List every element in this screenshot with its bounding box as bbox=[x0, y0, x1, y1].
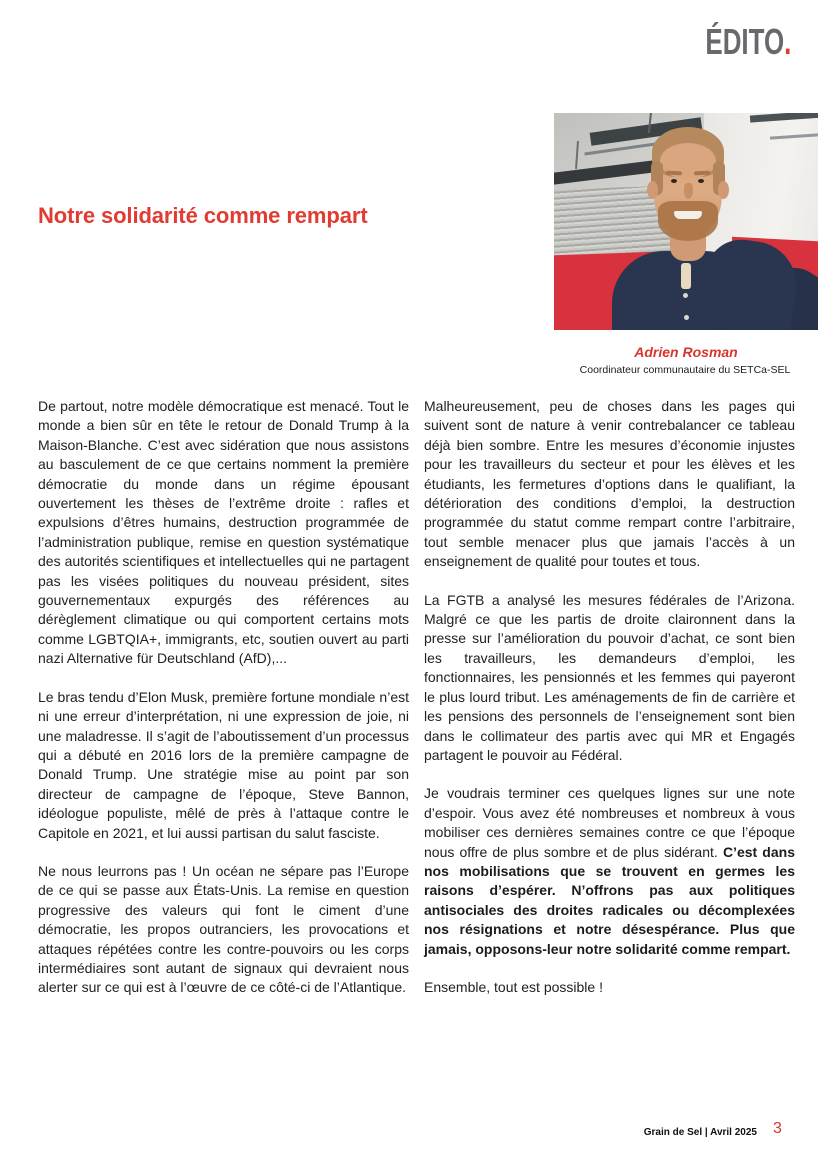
photo-eyebrow bbox=[666, 171, 682, 176]
section-title: ÉDITO bbox=[705, 21, 784, 62]
author-role: Coordinateur communautaire du SETCa-SEL bbox=[579, 364, 791, 376]
paragraph-6-bold: C’est dans nos mobilisations que se trouvent en germes les raisons d’espérer. N’offrons pas aux politiques antisociales des droites radicales ou décomplexées nos résignations et notre désespérance. Plus que jamais, opposons-leur notre solidarité comme rempart. bbox=[424, 843, 795, 957]
photo-ear bbox=[647, 181, 658, 199]
photo-shirt-placket bbox=[681, 263, 691, 289]
left-column bbox=[38, 397, 409, 998]
paragraph-6-normal: Je voudrais terminer ces quelques lignes sur une note d’espoir. Vous avez été nombreuses et nombreux à vous mobiliser ces dernières semaines contre ce que l’époque nous offre de plus sombre et de plus sidérant. bbox=[424, 785, 795, 860]
footer-page-number: 3 bbox=[773, 1120, 782, 1137]
photo-ear bbox=[718, 181, 729, 199]
section-title-dot: . bbox=[783, 21, 791, 62]
paragraph-1: De partout, notre modèle démocratique est menacé. Tout le monde a bien sûr en tête le retour de Donald Trump à la Maison-Blanche. C’est avec sidération que nous assistons au basculement de ce que certains nomment la première démocratie du monde dans un régime épousant ouvertement les thèses de l’extrême droite : rafles et expulsions d’êtres humains, destruction programmée de l’administration publique, remise en question systématique des autorités scientifiques et intellectuelles qui ne partagent pas les visées politiques du nouveau président, sites gouvernementaux expurgés des références au dérèglement climatique ou qui comportent certains mots comme LGBTQIA+, immigrants, etc, soutien ouvert au parti nazi Alternative für Deutschland (AfD),... bbox=[38, 398, 409, 667]
footer-issue-label: Grain de Sel | Avril 2025 bbox=[643, 1127, 757, 1138]
photo-shirt-button bbox=[683, 293, 688, 298]
photo-eye bbox=[698, 179, 704, 183]
photo-shirt-button bbox=[684, 315, 689, 320]
photo-eye bbox=[671, 179, 677, 183]
paragraph-7-closing: Ensemble, tout est possible ! bbox=[424, 978, 603, 995]
section-header bbox=[705, 21, 791, 62]
photo-beard bbox=[658, 201, 718, 241]
photo-nose bbox=[684, 183, 693, 199]
photo-eyebrow bbox=[694, 171, 710, 176]
paragraph-2: Le bras tendu d’Elon Musk, première fortune mondiale n’est ni une erreur d’interprétation, ni une expression de joie, ni une maladresse. Il s’agit de l’aboutissement d’un processus qui a débuté en 2016 lors de la première campagne de Donald Trump. Une stratégie mise au point par son directeur de campagne de l’époque, Steve Bannon, idéologue populiste, mêlé de près à l’attaque contre le Capitole en 2021, et lui aussi partisan du salut fasciste. bbox=[38, 688, 409, 841]
paragraph-5: La FGTB a analysé les mesures fédérales de l’Arizona. Malgré ce que les partis de droite claironnent dans la presse sur l’amélioration du pouvoir d’achat, ce sont bien les travailleurs, les demandeurs d’emploi, les fonctionnaires, les pensionnés et les femmes qui payeront le plus lourd tribut. Les aménagements de fin de carrière et les pensions des personnels de l’enseignement sont bien dans le collimateur des partis avec qui MR et Engagés partagent le pouvoir au Fédéral. bbox=[424, 591, 795, 763]
right-column bbox=[424, 397, 795, 997]
article-title: Notre solidarité comme rempart bbox=[38, 203, 368, 228]
paragraph-4: Malheureusement, peu de choses dans les pages qui suivent sont de nature à venir contrebalancer ce tableau déjà bien sombre. Entre les mesures d’économie injustes pour les travailleurs du secteur et pour les élèves et les étudiants, les fermetures d’options dans le qualifiant, la détérioration des conditions d’emploi, la destruction programmée du statut comme rempart contre l’arbitraire, tout semble menacer plus que jamais l’accès à un enseignement de qualité pour toutes et tous. bbox=[424, 398, 795, 570]
photo-smile bbox=[674, 211, 702, 219]
paragraph-6 bbox=[424, 784, 795, 959]
portrait-photo bbox=[554, 113, 818, 330]
author-name: Adrien Rosman bbox=[634, 344, 738, 360]
paragraph-3: Ne nous leurrons pas ! Un océan ne sépare pas l’Europe de ce qui se passe aux États-Unis. La remise en question progressive des valeurs qui font le ciment d’une démocratie, les propos outranciers, les provocations et attaques répétées contre les contre-pouvoirs ou les corps intermédiaires sont autant de signaux qui devraient nous alerter sur ce qui est à l’œuvre de ce côté-ci de l’Atlantique. bbox=[38, 862, 409, 996]
